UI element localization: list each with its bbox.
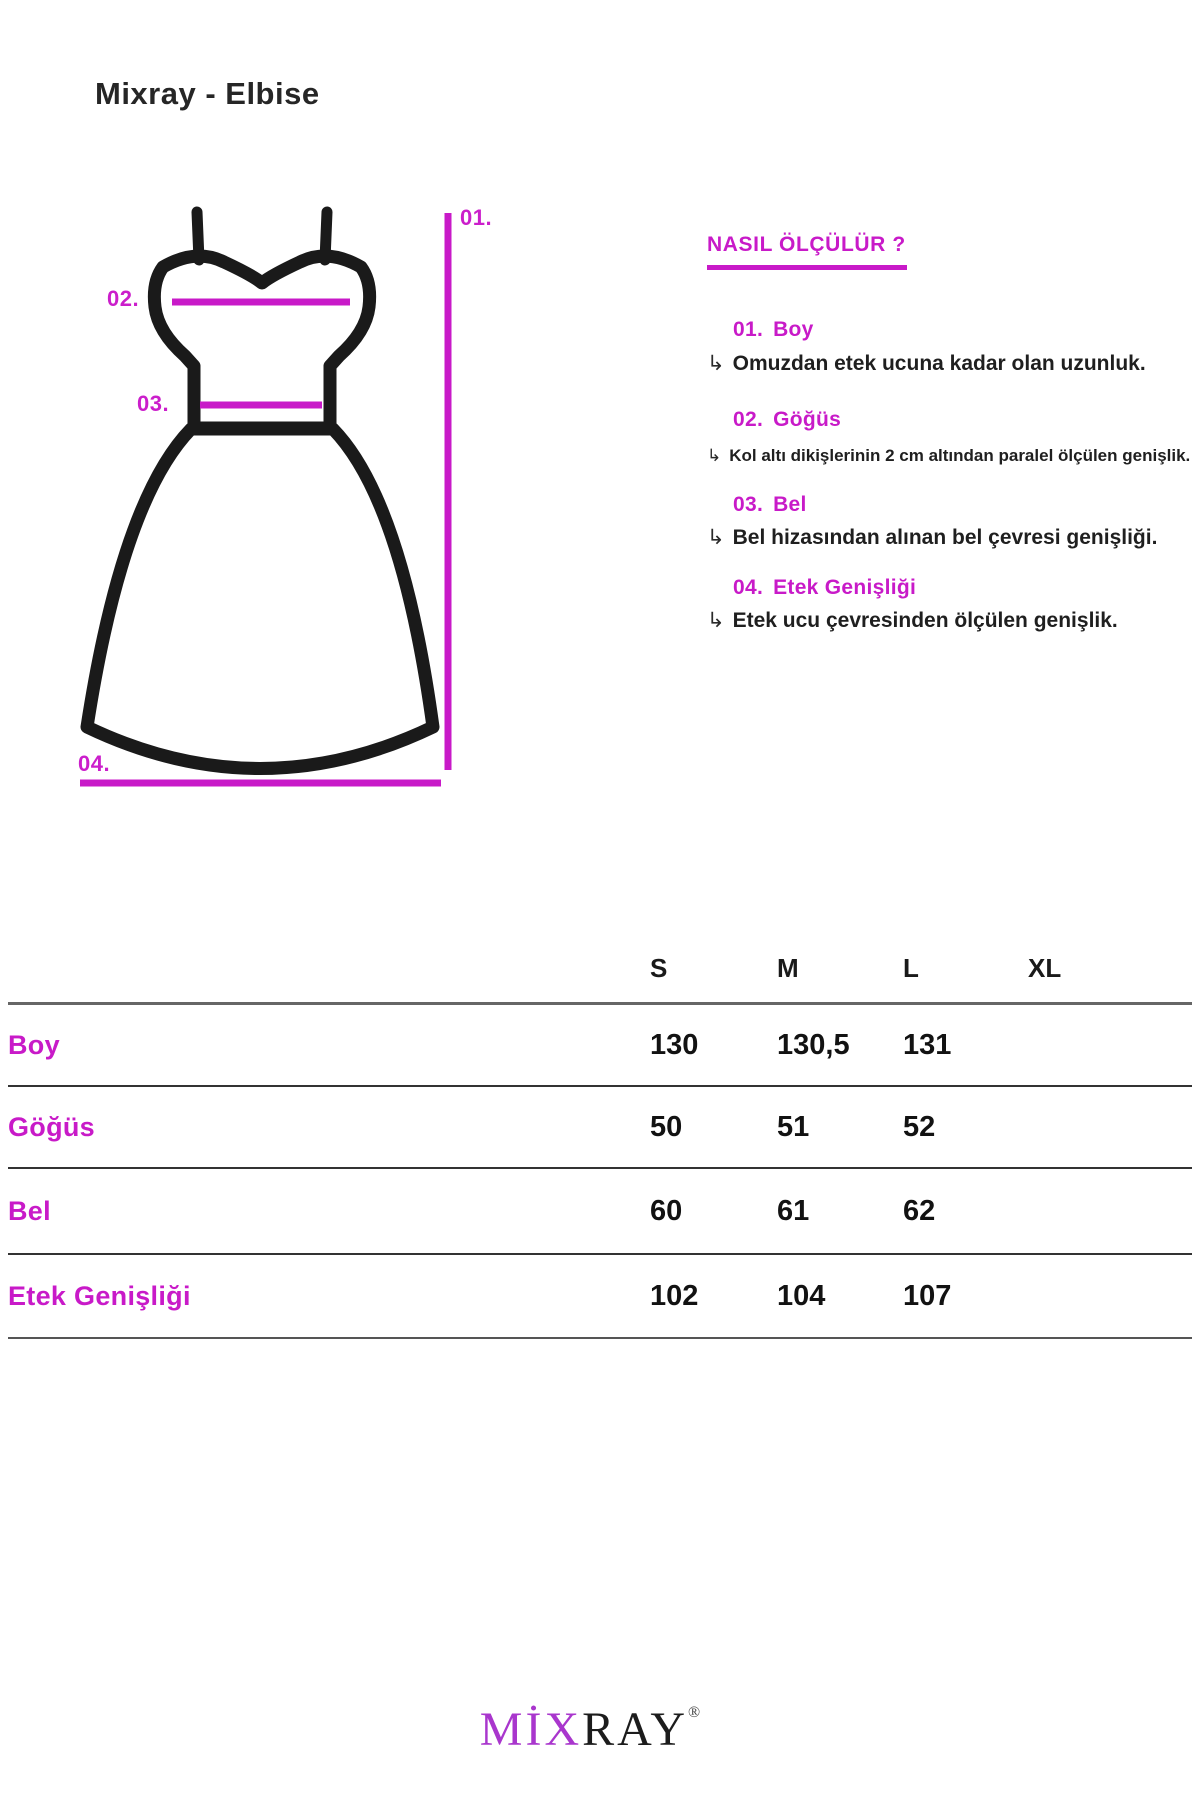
item-name: Göğüs xyxy=(773,408,842,431)
table-row-boy xyxy=(8,1005,1192,1087)
diagram-label-02: 02. xyxy=(107,286,140,311)
corner-arrow-icon: ↳ xyxy=(707,526,725,549)
table-row-etek xyxy=(8,1255,1192,1339)
row-label: Bel xyxy=(8,1195,51,1226)
registered-trademark-icon: ® xyxy=(688,1704,701,1721)
table-row-bel xyxy=(8,1169,1192,1255)
cell-value: 107 xyxy=(903,1279,952,1312)
row-label: Göğüs xyxy=(8,1111,95,1142)
item-number: 03. xyxy=(733,493,764,516)
diagram-label-04: 04. xyxy=(78,751,111,776)
cell-value: 102 xyxy=(650,1279,699,1312)
how-to-item-bel xyxy=(680,493,1200,517)
how-to-item-etek xyxy=(680,576,1200,600)
cell-value: 130 xyxy=(650,1028,699,1061)
how-to-item-title xyxy=(680,318,1200,342)
description-text: Kol altı dikişlerinin 2 cm altından paralel ölçülen genişlik. xyxy=(729,446,1191,465)
diagram-label-03: 03. xyxy=(137,391,170,416)
description-text: Bel hizasından alınan bel çevresi genişliği. xyxy=(732,526,1158,549)
row-label: Etek Genişliği xyxy=(8,1280,191,1311)
description-text: Omuzdan etek ucuna kadar olan uzunluk. xyxy=(732,352,1146,375)
page-title: Mixray - Elbise xyxy=(95,76,320,111)
cell-value: 50 xyxy=(650,1110,683,1143)
cell-value: 130,5 xyxy=(777,1028,850,1061)
cell-value: 62 xyxy=(903,1194,936,1227)
how-to-item-description xyxy=(680,446,1200,466)
cell-value: 51 xyxy=(777,1110,810,1143)
item-name: Bel xyxy=(773,493,807,516)
row-label: Boy xyxy=(8,1029,60,1060)
how-to-item-description xyxy=(680,351,1200,376)
item-name: Boy xyxy=(773,318,814,341)
description-text: Etek ucu çevresinden ölçülen genişlik. xyxy=(732,609,1118,632)
dress-diagram xyxy=(60,170,520,820)
how-to-item-title xyxy=(680,408,1200,432)
corner-arrow-icon: ↳ xyxy=(707,446,722,465)
cell-value: 131 xyxy=(903,1028,952,1061)
brand-logo-ray: RAY xyxy=(582,1703,689,1756)
how-to-item-title xyxy=(680,576,1200,600)
size-column-m: M xyxy=(777,953,799,983)
how-to-item-description xyxy=(680,608,1200,633)
size-table-header-row xyxy=(8,935,1192,1005)
cell-value: 61 xyxy=(777,1194,810,1227)
cell-value: 60 xyxy=(650,1194,683,1227)
size-column-s: S xyxy=(650,953,668,983)
brand-logo-mix: MİX xyxy=(479,1703,583,1756)
cell-value: 52 xyxy=(903,1110,936,1143)
table-row-gogus xyxy=(8,1087,1192,1169)
corner-arrow-icon: ↳ xyxy=(707,609,725,632)
item-name: Etek Genişliği xyxy=(773,576,917,599)
how-to-item-description xyxy=(680,525,1200,550)
size-column-xl: XL xyxy=(1028,953,1062,983)
item-number: 04. xyxy=(733,576,764,599)
size-column-l: L xyxy=(903,953,919,983)
how-to-heading: NASIL ÖLÇÜLÜR ? xyxy=(707,233,906,256)
how-to-item-boy xyxy=(680,318,1200,342)
how-to-item-title xyxy=(680,493,1200,517)
dress-skirt xyxy=(87,429,433,769)
diagram-label-01: 01. xyxy=(460,205,493,230)
cell-value: 104 xyxy=(777,1279,826,1312)
corner-arrow-icon: ↳ xyxy=(707,352,725,375)
how-to-heading-underline xyxy=(707,265,907,270)
dress-illustration xyxy=(60,170,520,820)
size-table xyxy=(8,935,1192,1339)
item-number: 02. xyxy=(733,408,764,431)
item-number: 01. xyxy=(733,318,764,341)
how-to-item-gogus xyxy=(680,408,1200,432)
brand-logo xyxy=(0,1702,1180,1757)
